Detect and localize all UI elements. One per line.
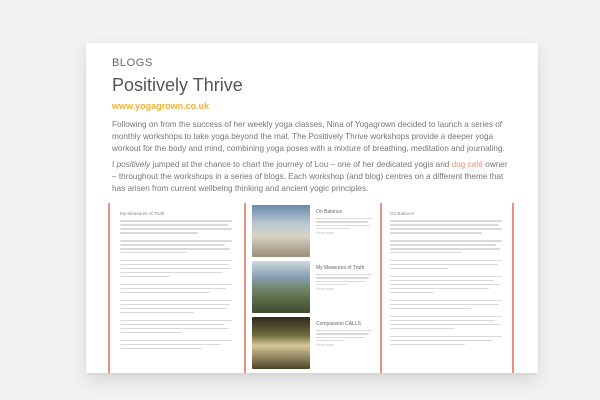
- gallery-divider-3: [380, 203, 382, 373]
- intro-paragraph: Following on from the success of her weekly yoga classes, Nina of Yogagrown decided to launch a series of monthly workshops to take yoga beyond the mat. The Positively Thrive workshops provide a deeper yoga workout for the body and mind, combining yoga poses with a mixture of breathing, meditation and journaling.: [112, 120, 505, 153]
- thumbnail-image: [252, 261, 310, 313]
- gallery-divider-left: [108, 203, 110, 373]
- panel-heading: On Balance: [390, 211, 415, 216]
- blog-list-panel: [252, 203, 372, 373]
- thumbnail-image: [252, 317, 310, 369]
- p2-start: I: [112, 160, 117, 169]
- article-page-panel: [120, 203, 232, 373]
- second-paragraph: [112, 159, 512, 195]
- dog-cafe-link[interactable]: dog café: [451, 160, 483, 169]
- gallery-divider-2: [244, 203, 246, 373]
- blog-card: [86, 43, 538, 373]
- list-item-title: My Measures of Truth: [316, 265, 365, 271]
- article-page-panel-right: [390, 203, 502, 373]
- page-title: Positively Thrive: [112, 75, 243, 95]
- list-item[interactable]: [252, 261, 372, 315]
- gallery-divider-right: [512, 203, 514, 373]
- list-item[interactable]: [252, 205, 372, 259]
- panel-heading: My Measures of Truth: [120, 211, 165, 216]
- read-more-link[interactable]: Read more: [316, 287, 334, 292]
- p2-middle: jumped at the chance to chart the journey of Lou – one of her dedicated yogis and: [150, 160, 452, 169]
- thumbnail-image: [252, 205, 310, 257]
- list-item-title: Compassion CALLS: [316, 321, 362, 327]
- list-item-title: On Balance: [316, 209, 343, 215]
- blog-screenshot-gallery: [108, 203, 520, 373]
- read-more-link[interactable]: Read more: [316, 231, 334, 236]
- section-label: BLOGS: [112, 57, 153, 69]
- website-link[interactable]: www.yogagrown.co.uk: [112, 101, 210, 111]
- p2-emphasis: positively: [116, 160, 151, 169]
- list-item[interactable]: [252, 317, 372, 371]
- read-more-link[interactable]: Read more: [316, 343, 334, 348]
- p2-end: owner – throughout the workshops in a series of blogs. Each workshop (and blog) centres on a different theme that has arisen from current wellbeing thinking and ancient yogic principles.: [112, 160, 508, 193]
